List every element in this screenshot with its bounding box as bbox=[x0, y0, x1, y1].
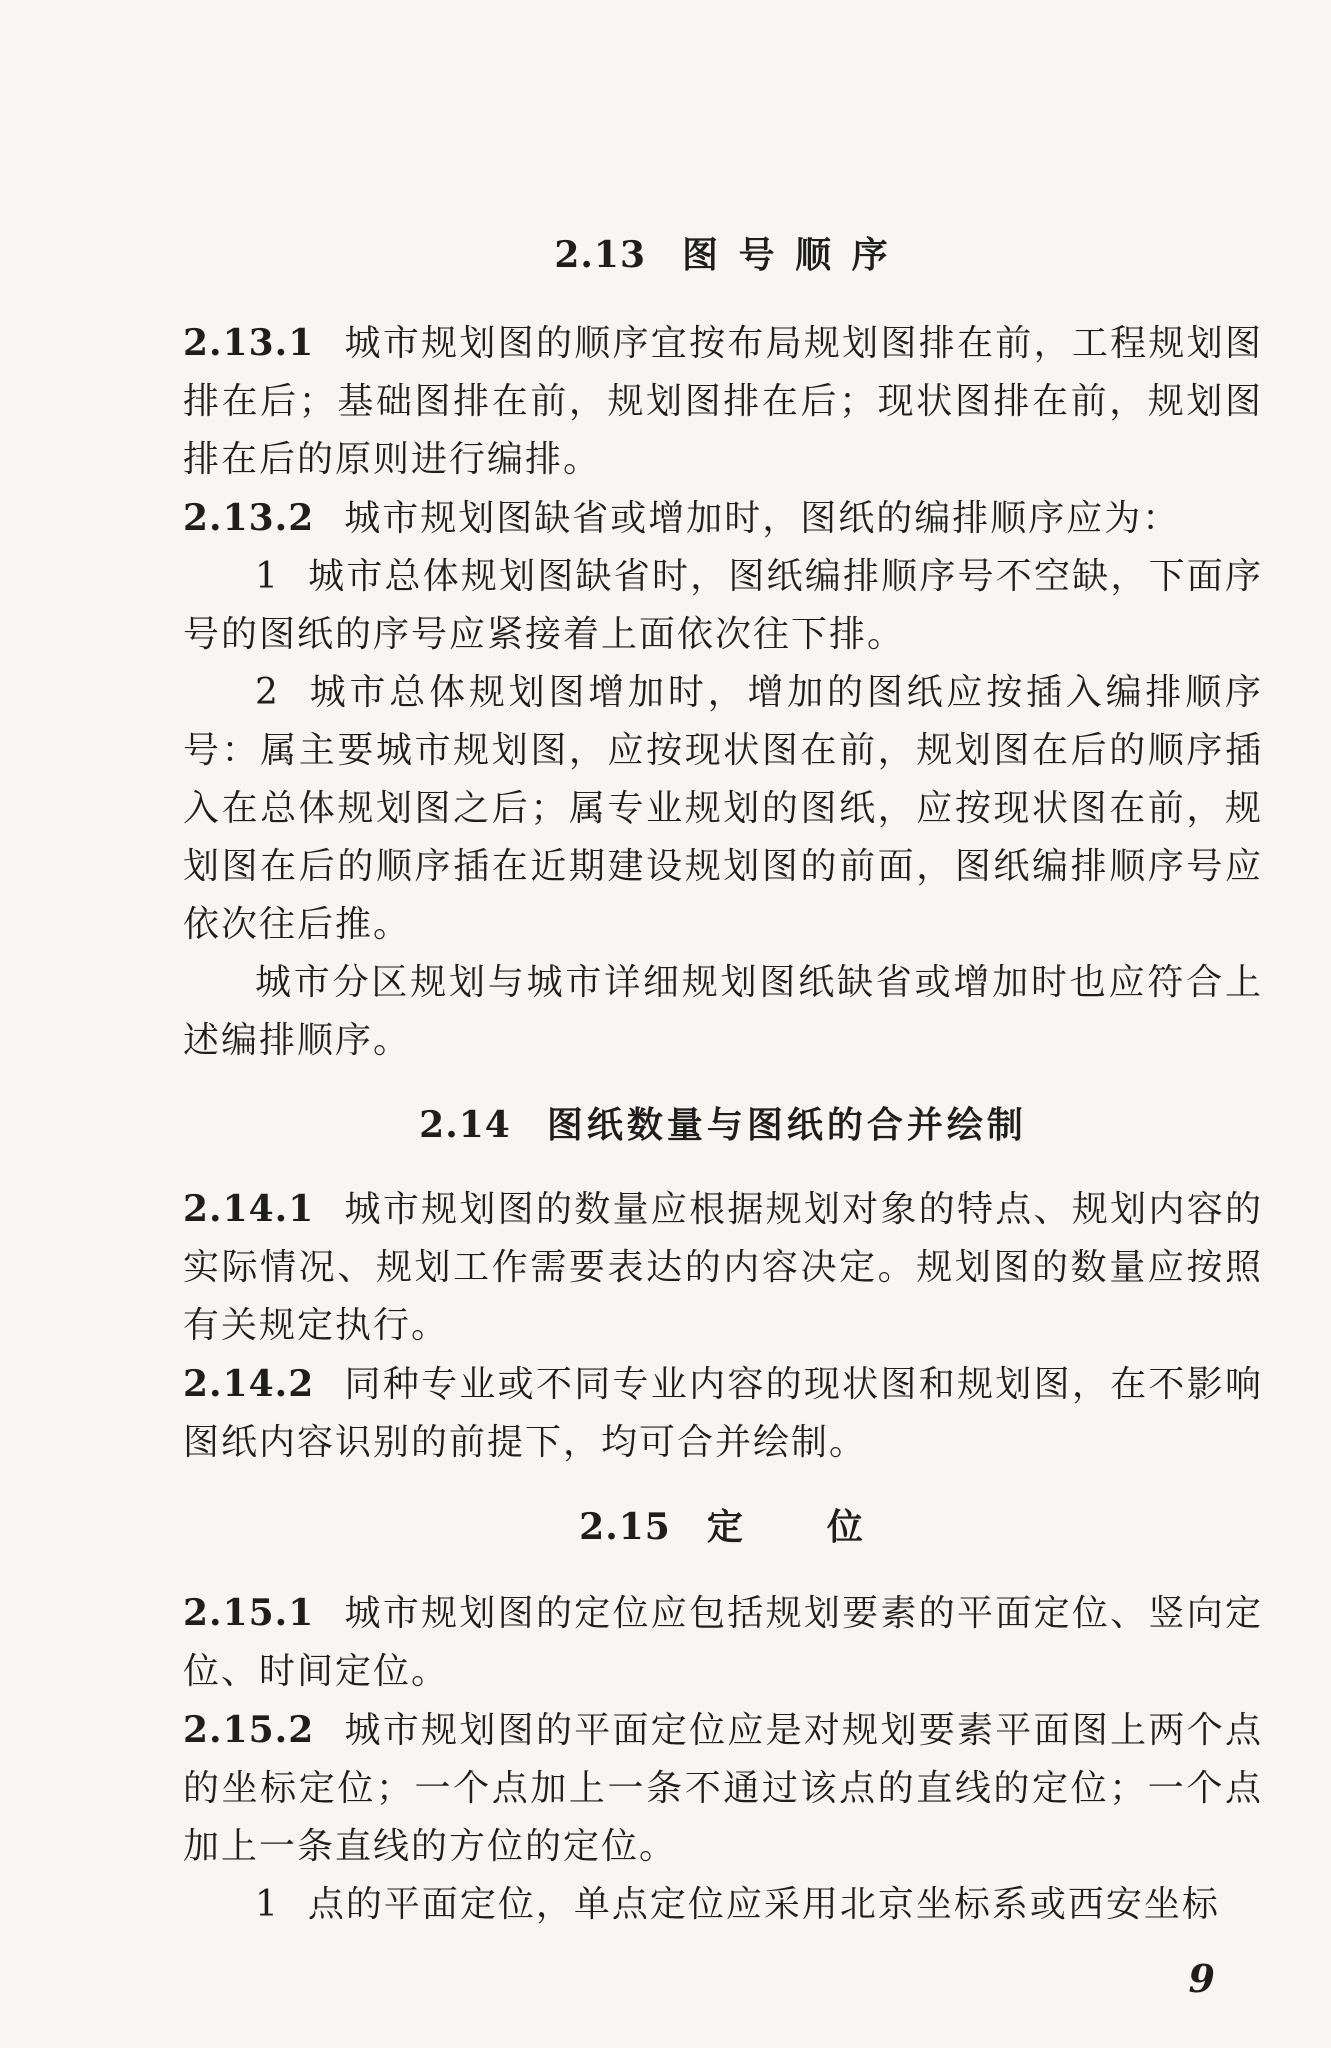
item-number: 1 bbox=[255, 1884, 280, 1925]
item-2-15-2-1 bbox=[183, 1876, 1263, 1934]
section-heading: 图 号 顺 序 bbox=[682, 235, 892, 276]
section-heading: 定 位 bbox=[706, 1507, 867, 1548]
item-2-13-2-1 bbox=[183, 548, 1263, 664]
section-title-2-13 bbox=[183, 226, 1263, 284]
clause-2-13-1 bbox=[183, 314, 1263, 489]
clause-text: 城市规划图的平面定位应是对规划要素平面图上两个点的坐标定位；一个点加上一条不通过该点的直线的定位；一个点加上一条直线的方位的定位。 bbox=[183, 1710, 1263, 1867]
clause-text: 城市规划图的数量应根据规划对象的特点、规划内容的实际情况、规划工作需要表达的内容决定。规划图的数量应按照有关规定执行。 bbox=[183, 1189, 1263, 1346]
note-paragraph: 城市分区规划与城市详细规划图纸缺省或增加时也应符合上述编排顺序。 bbox=[183, 962, 1263, 1061]
clause-number: 2.15.2 bbox=[183, 1709, 315, 1751]
section-number: 2.13 bbox=[554, 234, 647, 276]
clause-text: 城市规划图的顺序宜按布局规划图排在前，工程规划图排在后；基础图排在前，规划图排在后；现状图排在前，规划图排在后的原则进行编排。 bbox=[183, 323, 1263, 480]
clause-text: 城市规划图缺省或增加时，图纸的编排顺序应为： bbox=[344, 498, 1181, 539]
item-text: 城市总体规划图增加时，增加的图纸应按插入编排顺序号：属主要城市规划图，应按现状图在前，规划图在后的顺序插入在总体规划图之后；属专业规划的图纸，应按现状图在前，规划图在后的顺序插在近期建设规划图的前面，图纸编排顺序号应依次往后推。 bbox=[183, 672, 1263, 945]
clause-number: 2.14.1 bbox=[183, 1188, 315, 1230]
clause-number: 2.13.1 bbox=[183, 322, 315, 364]
page-number: 9 bbox=[1188, 1956, 1215, 2001]
clause-2-14-1 bbox=[183, 1180, 1263, 1355]
clause-number: 2.14.2 bbox=[183, 1363, 315, 1405]
item-number: 1 bbox=[255, 556, 280, 597]
item-2-13-2-2 bbox=[183, 664, 1263, 954]
page-content bbox=[183, 226, 1263, 1934]
section-title-2-14 bbox=[183, 1096, 1263, 1154]
clause-number: 2.13.2 bbox=[183, 497, 315, 539]
clause-number: 2.15.1 bbox=[183, 1592, 315, 1634]
item-text: 点的平面定位，单点定位应采用北京坐标系或西安坐标 bbox=[307, 1884, 1220, 1925]
clause-2-13-2 bbox=[183, 489, 1263, 548]
clause-text: 城市规划图的定位应包括规划要素的平面定位、竖向定位、时间定位。 bbox=[183, 1593, 1263, 1692]
section-number: 2.15 bbox=[579, 1506, 671, 1548]
section-number: 2.14 bbox=[419, 1104, 511, 1146]
clause-2-15-1 bbox=[183, 1584, 1263, 1701]
item-number: 2 bbox=[255, 672, 280, 713]
clause-text: 同种专业或不同专业内容的现状图和规划图，在不影响图纸内容识别的前提下，均可合并绘制。 bbox=[183, 1364, 1263, 1463]
clause-2-14-2 bbox=[183, 1355, 1263, 1472]
section-title-2-15 bbox=[183, 1498, 1263, 1556]
clause-2-15-2 bbox=[183, 1701, 1263, 1876]
section-heading: 图纸数量与图纸的合并绘制 bbox=[546, 1105, 1027, 1146]
item-text: 城市总体规划图缺省时，图纸编排顺序号不空缺，下面序号的图纸的序号应紧接着上面依次往下排。 bbox=[183, 556, 1263, 655]
